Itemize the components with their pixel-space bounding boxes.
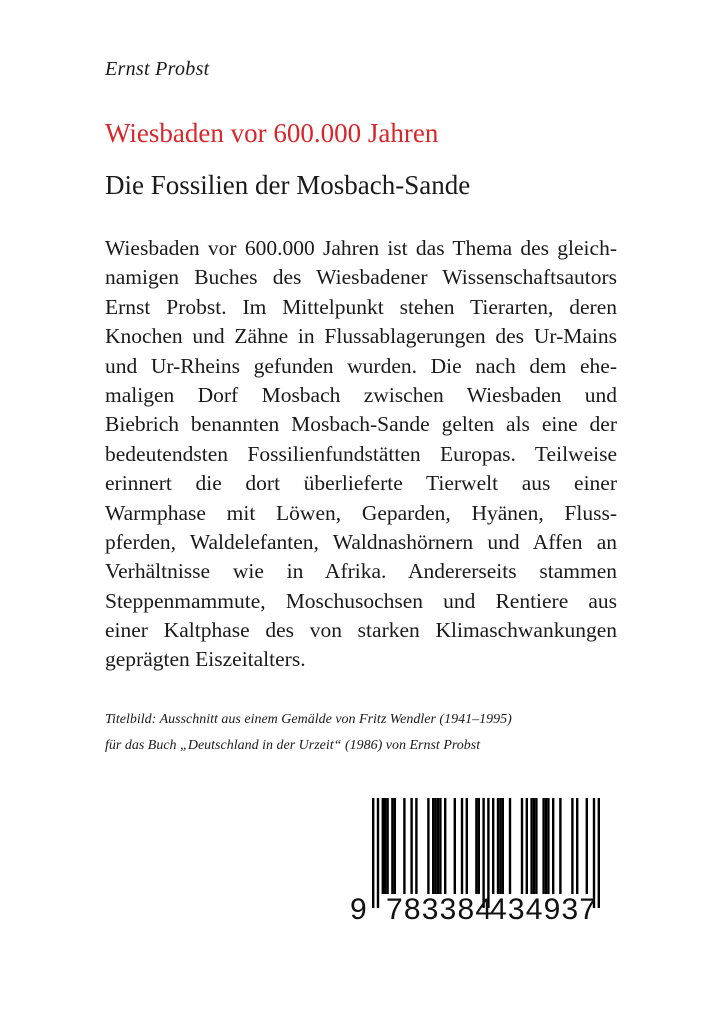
barcode-bar <box>466 798 468 894</box>
barcode-bar <box>533 798 535 894</box>
barcode-bar <box>439 798 441 894</box>
barcode-bar <box>410 798 412 894</box>
barcode-bar <box>444 798 446 894</box>
barcode-bar <box>571 798 573 894</box>
book-subtitle: Die Fossilien der Mosbach-Sande <box>105 170 471 200</box>
blurb-line: geprägten Eiszeitalters. <box>105 647 306 672</box>
blurb-text <box>105 234 617 675</box>
barcode-bar <box>475 798 477 894</box>
cover-image-credit: Titelbild: Ausschnitt aus einem Gemälde von Fritz Wendler (1941–1995) <box>105 712 512 727</box>
barcode-bar <box>521 798 523 894</box>
blurb-line: und Ur-Rheins gefunden wurden. Die nach dem ehe- <box>105 353 617 378</box>
barcode-bar <box>432 798 434 894</box>
author-name: Ernst Probst <box>105 58 210 80</box>
barcode-bar <box>437 798 439 894</box>
cover-image-credit-book: für das Buch „Deutschland in der Urzeit“ (1986) von Ernst Probst <box>105 738 481 753</box>
blurb-line: Ernst Probst. Im Mittelpunkt stehen Tierarten, deren <box>105 294 617 319</box>
barcode-guard-bar <box>593 798 595 908</box>
blurb-line: einer Kaltphase des von starken Klimaschwankungen <box>105 618 617 643</box>
barcode-bar <box>499 798 501 894</box>
barcode-guard-bar <box>377 798 379 908</box>
barcode-bar <box>391 798 393 894</box>
barcode-guard-bar <box>598 798 600 908</box>
blurb-line: maligen Dorf Mosbach zwischen Wiesbaden und <box>105 382 617 407</box>
barcode-bar <box>576 798 578 894</box>
barcode-bar <box>461 798 463 894</box>
barcode-left-digits: 783384 <box>386 893 494 926</box>
barcode-bar <box>530 798 532 894</box>
barcode-bar <box>586 798 588 894</box>
blurb-line: Biebrich benannten Mosbach-Sande gelten als eine der <box>105 412 617 437</box>
blurb-line: namigen Buches des Wiesbadener Wissenschaftsautors <box>105 265 617 290</box>
barcode-bar <box>509 798 511 894</box>
barcode-bar <box>434 798 436 894</box>
barcode-bar <box>559 798 561 894</box>
barcode-bar <box>384 798 386 894</box>
barcode-bar <box>552 798 554 894</box>
barcode-bar <box>547 798 549 894</box>
book-title: Wiesbaden vor 600.000 Jahren <box>105 118 439 148</box>
barcode-guard-bar <box>482 798 484 908</box>
barcode-bar <box>478 798 480 894</box>
barcode-right-digits: 434937 <box>490 893 598 926</box>
barcode-bar <box>386 798 388 894</box>
barcode-bar <box>382 798 384 894</box>
barcode-bar <box>535 798 537 894</box>
blurb-line: pferden, Waldelefanten, Waldnashörnern und Affen an <box>105 529 617 554</box>
barcode-bar <box>545 798 547 894</box>
barcode-guard-bar <box>372 798 374 908</box>
barcode-bar <box>394 798 396 894</box>
barcode-guard-bar <box>487 798 489 908</box>
blurb-line: Verhältnisse wie in Afrika. Andererseits stammen <box>105 559 617 584</box>
barcode-first-digit: 9 <box>350 893 368 926</box>
barcode-bar <box>403 798 405 894</box>
barcode-bar <box>427 798 429 894</box>
barcode-bar <box>492 798 494 894</box>
blurb-line: erinnert die dort überlieferte Tierwelt aus einer <box>105 471 617 496</box>
barcode-bar <box>502 798 504 894</box>
blurb-line: bedeutendsten Fossilienfundstätten Europas. Teilweise <box>105 441 617 466</box>
blurb-line: Steppenmammute, Moschusochsen und Rentiere aus <box>105 588 617 613</box>
blurb-line: Knochen und Zähne in Flussablagerungen des Ur-Mains <box>105 324 617 349</box>
blurb-line: Wiesbaden vor 600.000 Jahren ist das Thema des gleich- <box>105 236 617 260</box>
barcode-bar <box>415 798 417 894</box>
barcode-bar <box>454 798 456 894</box>
barcode-bar <box>542 798 544 894</box>
blurb-line: Warmphase mit Löwen, Geparden, Hyänen, Fluss- <box>105 500 617 525</box>
barcode-bar <box>497 798 499 894</box>
barcode-bar <box>526 798 528 894</box>
